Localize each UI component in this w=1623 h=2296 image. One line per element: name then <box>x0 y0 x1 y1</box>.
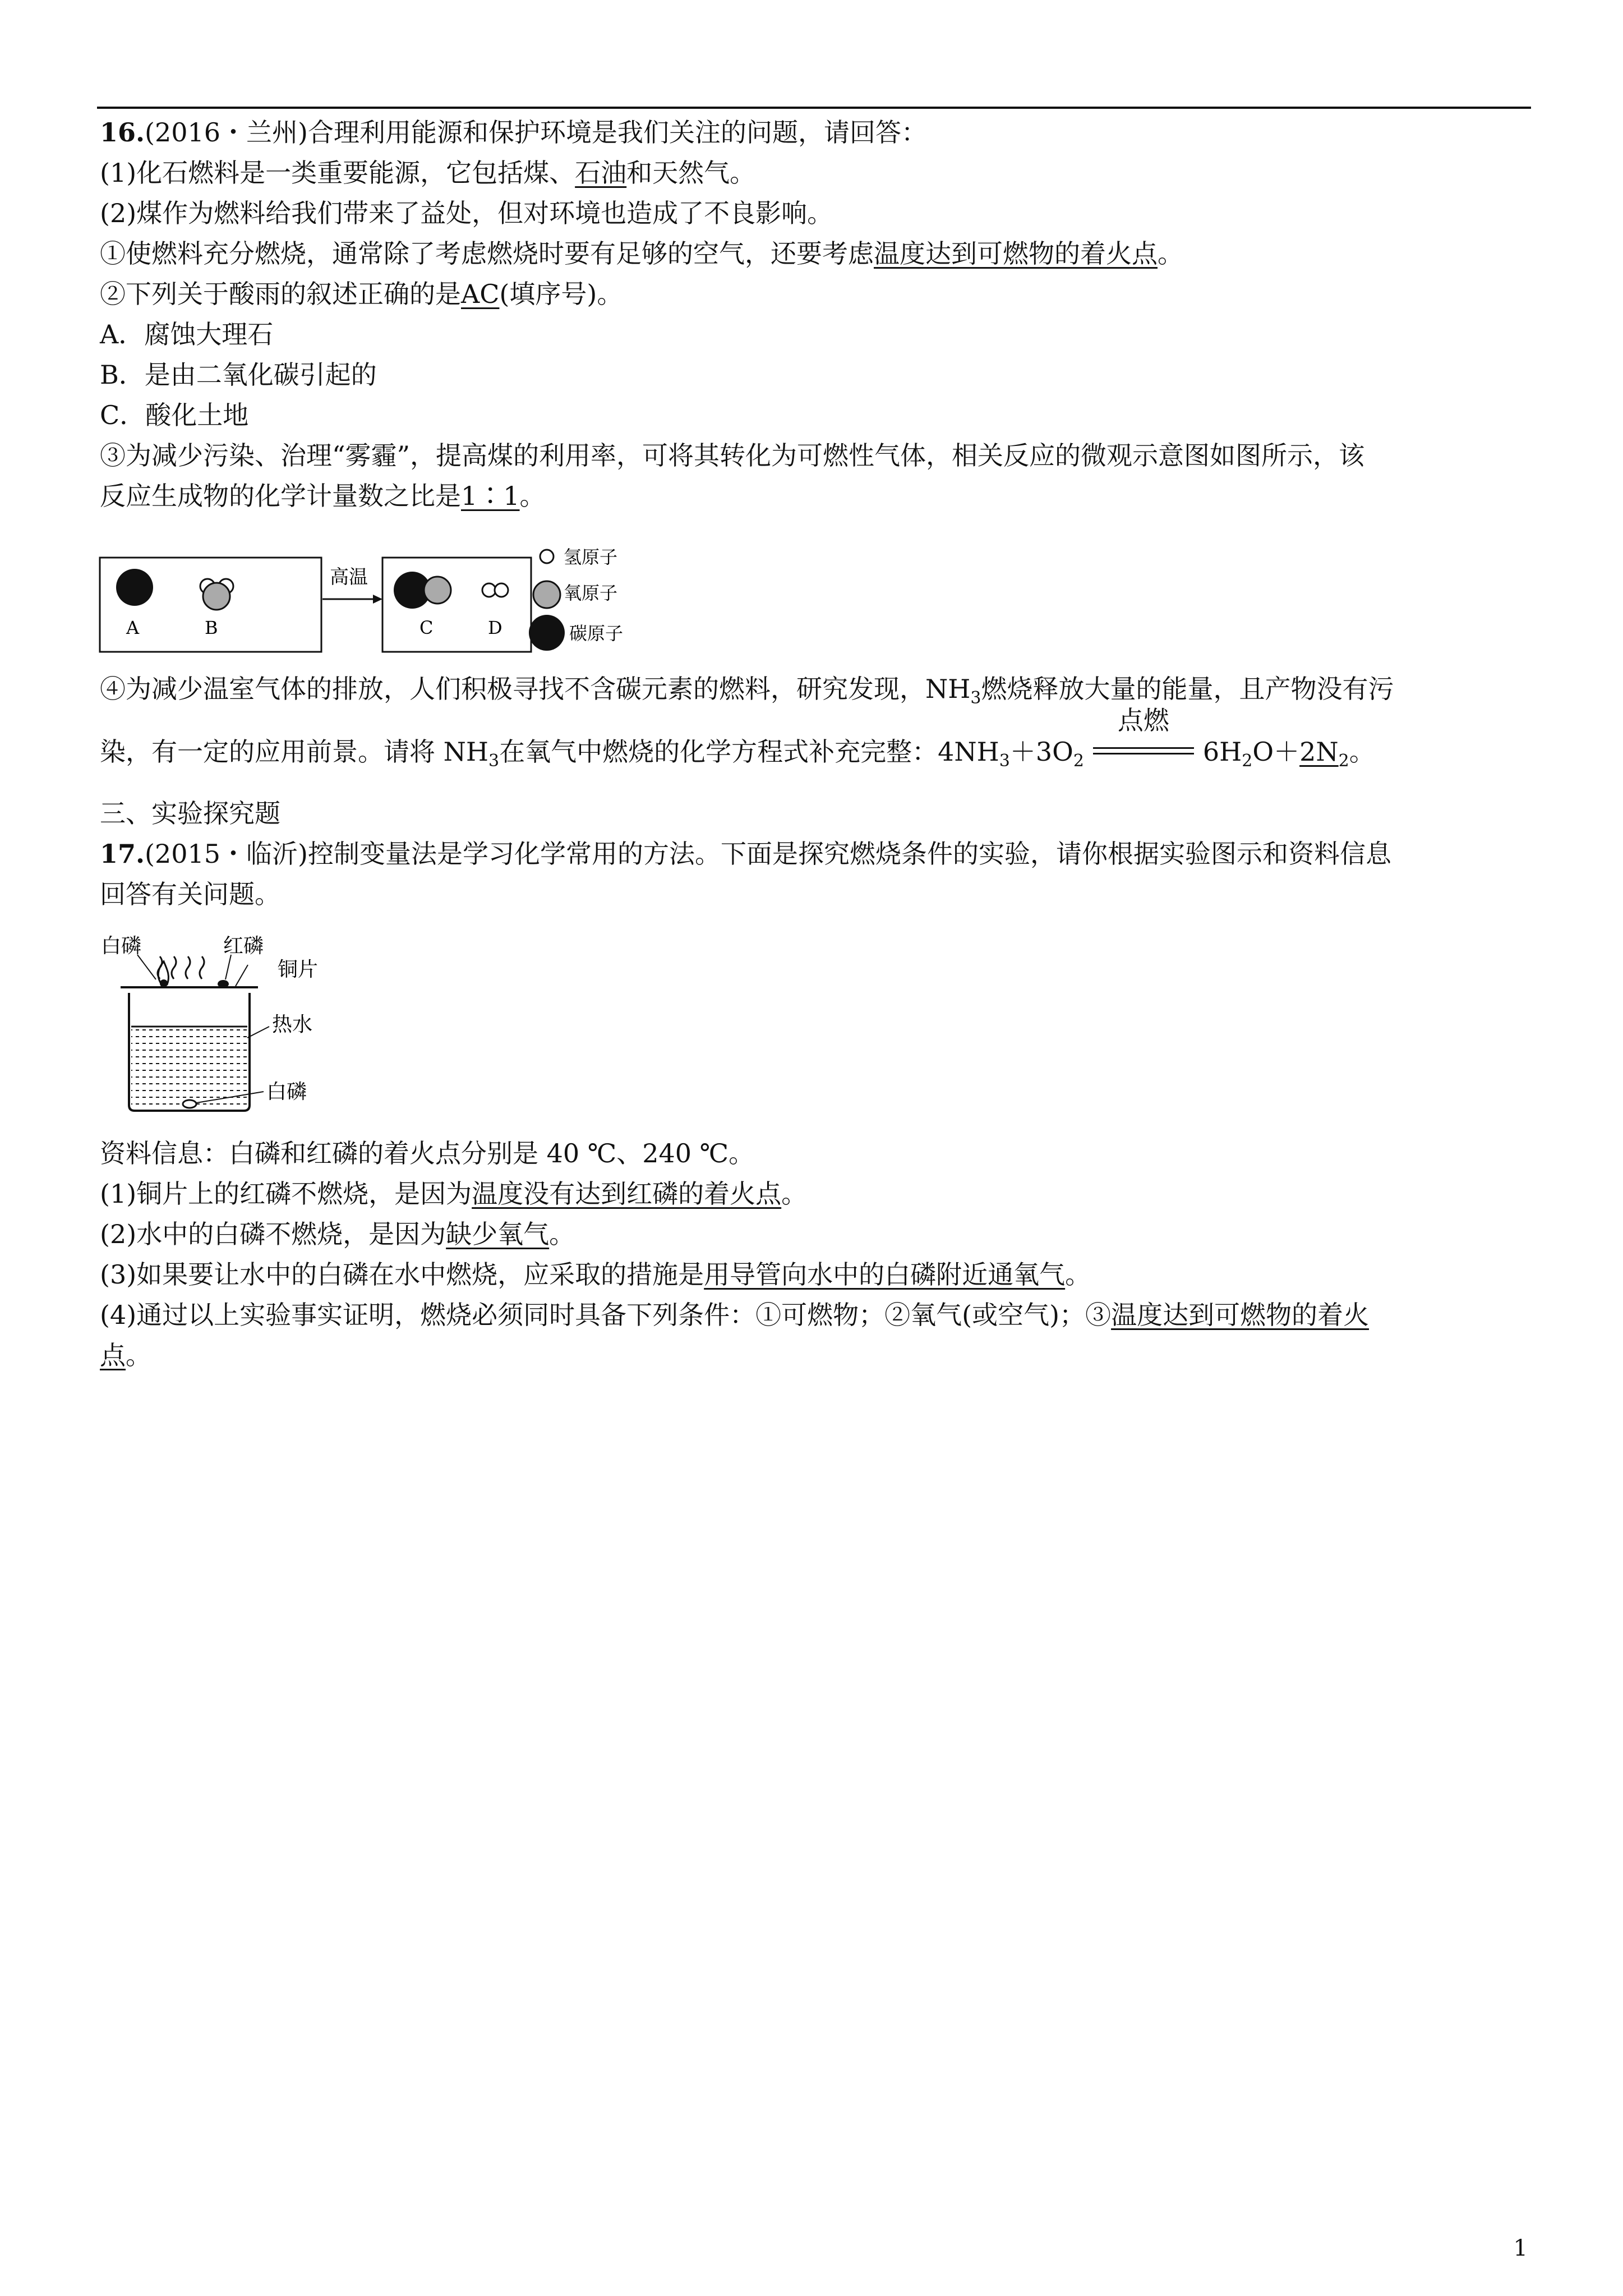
q17-part3: (3)如果要让水中的白磷在水中燃烧，应采取的措施是用导管向水中的白磷附近通氧气。 <box>100 1259 1091 1290</box>
red-phosphorus <box>218 980 229 988</box>
option-a: A．腐蚀大理石 <box>100 319 274 349</box>
answer-blank: 石油 <box>575 158 627 188</box>
label-hot-water: 热水 <box>272 1013 313 1036</box>
legend-hydrogen: 氢原子 <box>564 546 618 568</box>
q17-part1: (1)铜片上的红磷不燃烧，是因为温度没有达到红磷的着火点。 <box>100 1179 808 1209</box>
answer-blank: 缺少氧气 <box>446 1219 550 1249</box>
label-copper-sheet: 铜片 <box>278 958 319 981</box>
white-phosphorus-top <box>160 979 168 987</box>
carbon-atom <box>116 569 153 606</box>
arrow-head <box>373 595 382 604</box>
label-b: B <box>205 617 218 638</box>
q16-item2: ②下列关于酸雨的叙述正确的是AC(填序号)。 <box>100 279 623 309</box>
q16-item4-line1: ④为减少温室气体的排放，人们积极寻找不含碳元素的燃料，研究发现，$NH_3$燃烧释放大量的能量，且产物没有污 <box>100 674 1394 708</box>
section-heading: 三、实验探究题 <box>100 798 280 829</box>
option-b: B．是由二氧化碳引起的 <box>100 360 377 390</box>
q16-part2: (2)煤作为燃料给我们带来了益处，但对环境也造成了不良影响。 <box>100 198 833 228</box>
q17-part4-line1: (4)通过以上实验事实证明，燃烧必须同时具备下列条件：①可燃物；②氧气(或空气)；③温度达到可燃物的着火 <box>100 1300 1370 1330</box>
arrow-label: 高温 <box>330 566 368 588</box>
option-c: C．酸化土地 <box>100 400 249 430</box>
top-rule <box>97 107 1531 109</box>
q16-item4-line2: 染，有一定的应用前景。请将 $NH_3$在氧气中燃烧的化学方程式补充完整：$4NH_3+3O_2$ 点燃 $6H_2O+2N_2$。 <box>100 705 1375 771</box>
hydrogen-atom <box>495 583 508 597</box>
q17-part2: (2)水中的白磷不燃烧，是因为缺少氧气。 <box>100 1219 575 1249</box>
label-c: C <box>419 617 434 638</box>
q17-part4-line2: 点。 <box>100 1340 151 1370</box>
q17-stem-line2: 回答有关问题。 <box>100 879 280 909</box>
legend-oxygen-icon <box>533 581 560 608</box>
label-red-phosphorus: 红磷 <box>223 935 264 958</box>
hot-water <box>131 1027 247 1108</box>
answer-blank: $2N_2$ <box>1299 737 1349 771</box>
beaker-experiment <box>95 926 387 1128</box>
label-a: A <box>126 617 140 638</box>
q17-info: 资料信息：白磷和红磷的着火点分别是 40 ℃、240 ℃。 <box>100 1138 755 1168</box>
label-white-phosphorus: 白磷 <box>101 935 142 958</box>
answer-blank: 温度没有达到红磷的着火点 <box>472 1179 782 1209</box>
q16-item3-line2: 反应生成物的化学计量数之比是1∶1。 <box>100 481 546 511</box>
page-number: 1 <box>1513 2235 1528 2261</box>
answer-blank: 用导管向水中的白磷附近通氧气 <box>704 1259 1066 1290</box>
reaction-diagram <box>95 539 656 662</box>
q16-item1: ①使燃料充分燃烧，通常除了考虑燃烧时要有足够的空气，还要考虑温度达到可燃物的着火点。 <box>100 238 1183 269</box>
q17-stem-line1: 17.(2015・临沂)控制变量法是学习化学常用的方法。下面是探究燃烧条件的实验，请你根据实验图示和资料信息 <box>100 839 1391 869</box>
q16-part1: (1)化石燃料是一类重要能源，它包括煤、石油和天然气。 <box>100 158 756 188</box>
oxygen-atom <box>203 583 230 610</box>
oxygen-atom <box>424 577 451 604</box>
label-white-phosphorus-water: 白磷 <box>266 1080 307 1103</box>
answer-blank: 温度达到可燃物的着火点 <box>874 238 1158 269</box>
answer-blank: AC <box>461 279 500 309</box>
legend-carbon: 碳原子 <box>569 623 624 644</box>
white-phosphorus-water <box>183 1100 196 1108</box>
answer-blank: 温度达到可燃物的着火 <box>1111 1300 1370 1330</box>
q16-stem: 16.(2016・兰州)合理利用能源和保护环境是我们关注的问题，请回答： <box>100 117 927 148</box>
answer-blank: 点 <box>100 1340 126 1370</box>
legend-hydrogen-icon <box>540 550 554 563</box>
legend-oxygen: 氧原子 <box>564 582 618 604</box>
q16-item3-line1: ③为减少污染、治理“雾霾”，提高煤的利用率，可将其转化为可燃性气体，相关反应的微观示意图如图所示，该 <box>100 440 1365 471</box>
legend-carbon-icon <box>529 615 565 651</box>
label-d: D <box>488 617 502 638</box>
reaction-condition: 点燃 <box>1093 735 1194 769</box>
answer-blank: 1∶1 <box>461 481 520 511</box>
hydrogen-atom <box>482 583 496 597</box>
